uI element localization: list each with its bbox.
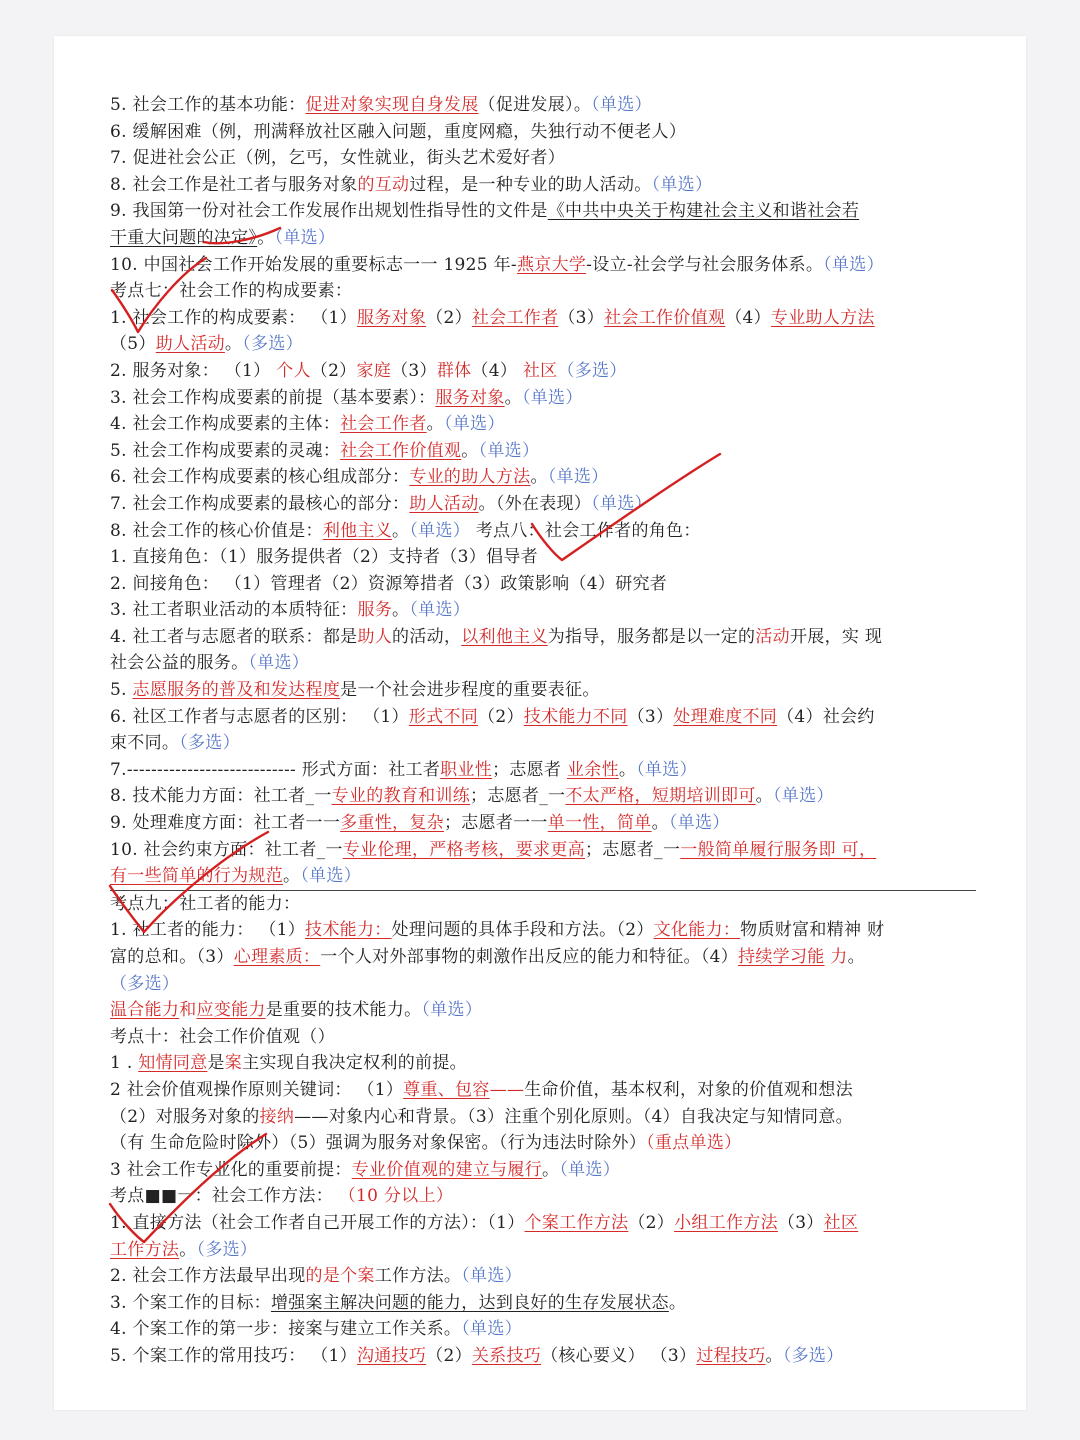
note-text: 4. 个案工作的第一步：接案与建立工作关系。 — [110, 1319, 462, 1340]
note-line — [110, 464, 976, 491]
note-text: -设立-社会学与社会服务体系。 — [586, 254, 824, 275]
highlighted-text: 工作方法 — [110, 1239, 180, 1260]
note-text: 。 — [179, 1239, 197, 1260]
highlighted-text: 服务 — [357, 600, 393, 621]
question-type-tag: （单选） — [409, 600, 471, 621]
note-text: 8. 社会工作的核心价值是： — [110, 520, 323, 541]
note-line — [110, 863, 976, 891]
note-line — [110, 145, 976, 172]
note-line — [110, 544, 976, 571]
note-line — [110, 783, 976, 810]
highlighted-text: 的互动 — [357, 174, 410, 195]
note-text: 。 — [224, 334, 243, 355]
question-type-tag: （单选） — [300, 866, 362, 887]
highlighted-text: 服务对象 — [435, 387, 505, 408]
note-text: 社会公益的服务。 — [110, 653, 249, 674]
note-line — [110, 971, 976, 998]
highlighted-text: 志愿服务的普及和发达程度 — [132, 680, 341, 701]
note-text: 2. 社会工作方法最早出现 — [110, 1266, 306, 1287]
highlighted-text: 社区 — [522, 360, 558, 381]
question-type-tag: （多选） — [557, 360, 627, 381]
highlighted-text: 社会工作者 — [471, 307, 559, 328]
note-text: 9. 处理难度方面：社工者一一 — [110, 813, 341, 834]
highlighted-text: 《中共中央关于构建社会主义和谐社会若 — [547, 201, 860, 222]
note-line — [110, 597, 976, 624]
note-text: 。 — [392, 600, 410, 621]
note-line — [110, 198, 976, 225]
highlighted-text: 业余性 — [566, 759, 619, 780]
highlighted-text: 过程技巧 — [696, 1345, 766, 1366]
highlighted-text: 专业伦理，严格考核，要求更高 — [342, 839, 585, 860]
question-type-tag: （单选） — [274, 227, 336, 248]
note-text: 4. 社工者与志愿者的联系：都是 — [110, 626, 358, 647]
note-text: （2） — [310, 360, 357, 381]
note-line — [110, 1290, 976, 1317]
note-text: 1. 直接角色：（1）服务提供者（2）支持者（3）倡导者 — [110, 547, 538, 568]
highlighted-text: 社会工作者 — [340, 414, 427, 435]
highlighted-text: 利他主义 — [322, 520, 393, 541]
note-text: 10. 社会约束方面：社工者_一 — [110, 839, 343, 860]
highlighted-text: 个人 — [276, 360, 311, 381]
note-text: 1. 直接方法（社会工作者自己开展工作的方法）：（1） — [110, 1212, 525, 1233]
question-type-tag: （单选） — [461, 1266, 522, 1287]
highlighted-text: 增强案主解决问题的能力，达到良好的生存发展状态 — [270, 1292, 669, 1313]
highlighted-text: 家庭 — [356, 360, 392, 381]
highlighted-text: 应变能力 — [196, 1000, 266, 1021]
note-text: 的活动， — [392, 626, 462, 647]
highlighted-text: 社会工作价值观 — [340, 440, 462, 461]
highlighted-text: 有一些简单的行为规范 — [110, 866, 283, 887]
note-line — [110, 385, 976, 412]
note-text: 。 — [257, 227, 275, 248]
highlighted-text: 职业性 — [440, 759, 493, 780]
note-line — [110, 331, 976, 358]
note-text: 5. 社会工作构成要素的灵魂： — [110, 440, 341, 461]
note-line — [110, 571, 976, 598]
note-text: 6. 社区工作者与志愿者的区别： （1） — [110, 706, 409, 727]
note-line — [110, 837, 976, 864]
note-text: 。 — [765, 1345, 783, 1366]
note-line — [110, 1104, 976, 1131]
highlighted-text: 接纳 — [259, 1106, 295, 1127]
note-line — [110, 1183, 976, 1210]
highlighted-text: 专业的教育和训练 — [331, 786, 471, 807]
note-text: 工作方法。 — [374, 1266, 462, 1287]
note-text: 为指导，服务都是以一定的 — [547, 626, 756, 647]
highlighted-text: 案 — [224, 1053, 243, 1074]
highlighted-text: 文化能力： — [653, 920, 741, 941]
highlighted-text: 的是个案 — [305, 1266, 375, 1287]
question-type-tag: （多选） — [242, 334, 303, 355]
note-text: 主实现自我决定权利的前提。 — [242, 1053, 467, 1074]
note-text: 。 — [530, 467, 548, 488]
note-line — [110, 305, 976, 332]
note-line — [110, 518, 976, 545]
highlighted-text: 干重大问题的决定》 — [110, 227, 258, 248]
note-line — [110, 92, 976, 119]
note-text: 7. 社会工作构成要素的最核心的部分： — [110, 493, 410, 514]
highlighted-text: 助人活动 — [155, 334, 225, 355]
note-text: 1. 社会工作的构成要素： （1） — [110, 307, 357, 328]
note-line — [110, 278, 976, 305]
note-line — [110, 1263, 976, 1290]
note-text: 5. — [110, 680, 133, 701]
highlighted-text: 促进对象实现自身发展 — [305, 95, 479, 115]
note-line — [110, 1237, 976, 1264]
note-text: 考点七：社会工作的构成要素： — [110, 281, 353, 302]
highlighted-text: 燕京大学 — [516, 254, 587, 275]
note-text: 。 — [618, 759, 637, 780]
note-line — [110, 1157, 976, 1184]
note-text: 1. 社工者的能力： （1） — [110, 920, 306, 941]
question-type-tag: （单选） — [547, 467, 609, 488]
note-line — [110, 491, 976, 518]
note-text: 7. 促进社会公正（例，乞丐，女性就业，街头艺术爱好者） — [110, 148, 566, 169]
note-line — [110, 704, 976, 731]
highlighted-text: 专业价值观的建立与履行 — [351, 1159, 543, 1180]
note-text: 2. 间接角色： （1）管理者（2）资源筹措者（3）政策影响（4）研究者 — [110, 573, 668, 594]
question-type-tag: （单选） — [591, 95, 652, 115]
note-text: 3 社会工作专业化的重要前提： — [110, 1159, 352, 1180]
note-line — [110, 730, 976, 757]
highlighted-text: 社会工作价值观 — [604, 307, 726, 328]
highlighted-text: 以利他主义 — [461, 626, 548, 647]
question-type-tag: （单选） — [651, 174, 713, 195]
highlighted-text: 心理素质： — [233, 947, 321, 967]
note-text: 考点十：社会工作价值观（） — [110, 1026, 335, 1047]
question-type-tag: （单选） — [409, 520, 471, 541]
note-text: 考点九：社工者的能力： — [110, 893, 301, 914]
note-text: 3. 社工者职业活动的本质特征： — [110, 600, 358, 621]
note-text: 处理问题的具体手段和方法。（2） — [391, 920, 654, 941]
note-text: 生命价值，基本权利，对象的价值观和想法 — [524, 1079, 853, 1100]
note-line — [110, 1050, 976, 1077]
note-line — [110, 757, 976, 784]
note-line — [110, 1316, 976, 1343]
note-text: 是一个社会进步程度的重要表征。 — [340, 680, 600, 701]
note-text: 。 — [392, 520, 410, 541]
note-text: （4） — [725, 307, 771, 328]
note-text: 。 — [426, 414, 444, 435]
question-type-tag: （多选） — [196, 1239, 258, 1260]
note-text: 1 . — [110, 1053, 139, 1074]
question-type-tag: （单选） — [668, 813, 730, 834]
highlighted-text: 社区 — [823, 1212, 859, 1233]
note-line — [110, 624, 976, 651]
note-line — [110, 1210, 976, 1237]
note-text: 7.---------------------------- 形式方面：社工者 — [110, 759, 441, 780]
note-text: ——对象内心和背景。（3）注重个别化原则。（4）自我决定与知情同意。 — [294, 1106, 853, 1127]
highlighted-text: 活动 — [755, 626, 790, 647]
note-line — [110, 172, 976, 199]
note-text: ；志愿者 — [492, 759, 567, 780]
note-text: 。（外在表现） — [478, 493, 592, 514]
question-type-tag: （单选） — [521, 387, 583, 408]
question-type-tag: （多选） — [179, 733, 240, 754]
highlighted-text: 个案工作方法 — [524, 1212, 629, 1233]
highlighted-text: 知情同意 — [138, 1053, 208, 1074]
question-type-tag: （单选） — [478, 440, 540, 461]
highlighted-text: 多重性，复杂 — [340, 813, 444, 834]
highlighted-text: （10 分以上） — [338, 1186, 454, 1207]
highlighted-text: 助人活动 — [409, 493, 479, 514]
note-line — [110, 944, 976, 971]
note-text: ；志愿者_一 — [584, 839, 681, 860]
question-type-tag: （单选） — [772, 786, 834, 807]
highlighted-text: 温合能力 — [110, 1000, 180, 1021]
note-text: （4）社会约 — [777, 706, 875, 727]
note-text: （3） — [627, 706, 674, 727]
highlighted-text: 服务对象 — [356, 307, 427, 328]
note-text: 2. 服务对象： （1） — [110, 360, 277, 381]
note-line — [110, 438, 976, 465]
highlighted-text: 群体 — [436, 360, 472, 381]
note-text: （2） — [426, 1345, 472, 1366]
note-line — [110, 650, 976, 677]
highlighted-text: 专业的助人方法 — [409, 467, 531, 488]
note-text: 3. 社会工作构成要素的前提（基本要素）： — [110, 387, 436, 408]
note-line — [110, 1024, 976, 1051]
note-text: 10. 中国社会工作开始发展的重要标志一一 1925 年- — [110, 254, 517, 275]
note-line — [110, 810, 976, 837]
note-text: 。 — [847, 947, 865, 967]
note-text: 8. 技术能力方面：社工者_一 — [110, 786, 332, 807]
highlighted-text: 单一性，简单 — [547, 813, 652, 834]
highlighted-text: 沟通技巧 — [356, 1345, 427, 1366]
highlighted-text: 不太严格，短期培训即可 — [565, 786, 756, 807]
highlighted-text: 助人 — [357, 626, 393, 647]
note-text: 5. 个案工作的常用技巧： （1） — [110, 1345, 357, 1366]
highlighted-text: 小组工作方法 — [674, 1212, 778, 1233]
note-text: 富的总和。（3） — [110, 947, 234, 967]
note-text: 。 — [283, 866, 301, 887]
note-text: 是重要的技术能力。 — [265, 1000, 422, 1021]
question-type-tag: （多选） — [782, 1345, 844, 1366]
note-text: （有 生命危险时除外）（5）强调为服务对象保密。（行为违法时除外） — [110, 1133, 647, 1154]
note-text: 5. 社会工作的基本功能： — [110, 95, 306, 115]
note-text: （3） — [777, 1212, 824, 1233]
highlighted-text: 形式不同 — [408, 706, 479, 727]
note-text: 开展，实 现 — [789, 626, 883, 647]
note-text: ；志愿者_一 — [470, 786, 566, 807]
note-line — [110, 891, 976, 918]
question-type-tag: （单选） — [248, 653, 310, 674]
question-type-tag: （单选） — [559, 1159, 621, 1180]
note-text: 过程，是一种专业的助人活动。 — [409, 174, 652, 195]
note-text: ；志愿者一一 — [443, 813, 548, 834]
note-text: （2） — [628, 1212, 675, 1233]
highlighted-text: 专业助人方法 — [770, 307, 875, 328]
note-text: 考点■■一：社会工作方法： — [110, 1186, 339, 1207]
note-line — [110, 411, 976, 438]
question-type-tag: （多选） — [110, 973, 180, 994]
note-text: 。 — [755, 786, 773, 807]
note-text: （5） — [110, 334, 156, 355]
highlighted-text: 力 — [830, 947, 848, 967]
note-text: 3. 个案工作的目标： — [110, 1292, 271, 1313]
note-text: （3） — [391, 360, 437, 381]
note-line — [110, 252, 976, 279]
note-text: 束不同。 — [110, 733, 180, 754]
question-type-tag: （单选） — [421, 1000, 483, 1021]
highlighted-text: 和 — [179, 1000, 197, 1021]
question-type-tag: （单选） — [591, 493, 652, 514]
note-text: 8. 社会工作是社工者与服务对象 — [110, 174, 358, 195]
note-line — [110, 677, 976, 704]
note-text: （2） — [426, 307, 472, 328]
note-text: 4. 社会工作构成要素的主体： — [110, 414, 341, 435]
note-text: 。 — [651, 813, 669, 834]
note-text: 考点八：社会工作者的角色： — [470, 520, 701, 541]
note-text: 。 — [461, 440, 479, 461]
note-line — [110, 358, 976, 385]
note-line — [110, 1343, 976, 1370]
note-text: 6. 缓解困难（例，刑满释放社区融入问题，重度网瘾，失独行动不便老人） — [110, 121, 687, 142]
note-line — [110, 1130, 976, 1157]
question-type-tag: （单选） — [461, 1319, 522, 1340]
note-text: （3） — [558, 307, 605, 328]
note-text: 。 — [504, 387, 522, 408]
note-text: 是 — [207, 1053, 225, 1074]
note-text: （2） — [478, 706, 524, 727]
note-text: （4） — [471, 360, 523, 381]
study-notes-page — [54, 36, 1026, 1410]
note-text: 2 社会价值观操作原则关键词： （1） — [110, 1079, 404, 1100]
note-line — [110, 119, 976, 146]
highlighted-text: 关系技巧 — [471, 1345, 542, 1366]
highlighted-text: 技术能力： — [305, 920, 392, 941]
highlighted-text: —— — [489, 1079, 525, 1100]
note-text: （促进发展）。 — [478, 95, 592, 115]
notes-content — [110, 92, 976, 1370]
question-type-tag: （单选） — [443, 414, 505, 435]
note-text: （核心要义） （3） — [541, 1345, 697, 1366]
highlighted-text: 一般简单履行服务即 可， — [680, 839, 877, 860]
note-text: 。 — [668, 1292, 687, 1313]
highlighted-text: 技术能力不同 — [523, 706, 628, 727]
highlighted-text: 持续学习能 — [738, 947, 825, 967]
note-text: 。 — [542, 1159, 560, 1180]
highlighted-text: （重点单选） — [646, 1133, 742, 1154]
note-text: 9. 我国第一份对社会工作发展作出规划性指导性的文件是 — [110, 201, 548, 222]
note-line — [110, 997, 976, 1024]
highlighted-text: 处理难度不同 — [673, 706, 778, 727]
question-type-tag: （单选） — [636, 759, 697, 780]
question-type-tag: （单选） — [823, 254, 884, 275]
note-text: 一个人对外部事物的刺激作出反应的能力和特征。（4） — [320, 947, 739, 967]
note-line — [110, 225, 976, 252]
note-line — [110, 917, 976, 944]
note-text: 6. 社会工作构成要素的核心组成部分： — [110, 467, 410, 488]
highlighted-text: 尊重、包容 — [403, 1079, 490, 1100]
note-line — [110, 1077, 976, 1104]
note-text: 物质财富和精神 财 — [740, 920, 885, 941]
note-text: （2）对服务对象的 — [110, 1106, 260, 1127]
